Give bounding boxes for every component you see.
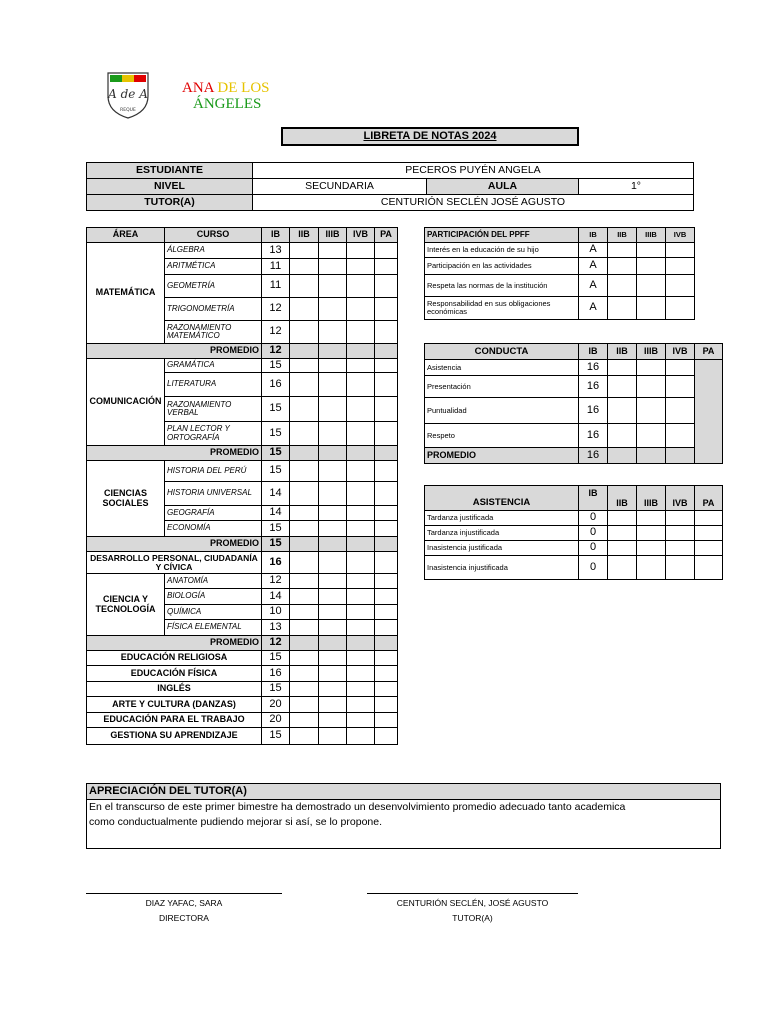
- school-name-part2: DE LOS: [217, 80, 270, 96]
- table-row: [425, 258, 695, 275]
- col-pa: PA: [695, 344, 723, 360]
- area-comunicacion: COMUNICACIÓN: [87, 359, 165, 446]
- table-row: [87, 682, 398, 697]
- table-row: [87, 713, 398, 728]
- table-row: [87, 574, 398, 589]
- student-label: ESTUDIANTE: [87, 163, 253, 179]
- grade-ib: 20: [262, 713, 290, 728]
- promedio-ib: 15: [262, 446, 290, 461]
- area-other: EDUCACIÓN RELIGIOSA: [87, 651, 262, 666]
- course-name: PLAN LECTOR Y ORTOGRAFÍA: [165, 422, 262, 446]
- grade-ib: 12: [262, 574, 290, 589]
- col-ivb: IVB: [666, 486, 695, 511]
- director-role: DIRECTORA: [159, 913, 209, 923]
- asistencia-item: Tardanza justificada: [425, 511, 579, 526]
- level-label: NIVEL: [87, 179, 253, 195]
- col-iib: IIB: [608, 228, 637, 243]
- student-info-table: [86, 162, 694, 211]
- asistencia-header-row: [425, 486, 723, 511]
- promedio-label: PROMEDIO: [87, 446, 262, 461]
- course-name: FÍSICA ELEMENTAL: [165, 620, 262, 636]
- course-name: HISTORIA DEL PERÚ: [165, 461, 262, 482]
- table-row: [425, 541, 723, 556]
- student-name: PECEROS PUYÉN ANGELA: [253, 163, 694, 179]
- director-signature-line: [86, 893, 282, 894]
- grade-ib: 15: [262, 422, 290, 446]
- table-row: [425, 526, 723, 541]
- area-other: INGLÉS: [87, 682, 262, 697]
- conducta-ib: 16: [579, 360, 608, 376]
- conducta-ib: 16: [579, 398, 608, 424]
- appreciation-line-2: como conductualmente pudiendo mejorar si así, se lo propone.: [89, 816, 383, 828]
- col-ivb: IVB: [666, 344, 695, 360]
- grade-ib: 15: [262, 461, 290, 482]
- conducta-item: Respeto: [425, 424, 579, 448]
- table-row: [87, 552, 398, 574]
- ppff-item: Respeta las normas de la institución: [425, 275, 579, 297]
- area-cyt: CIENCIA Y TECNOLOGÍA: [87, 574, 165, 636]
- conducta-item: Asistencia: [425, 360, 579, 376]
- promedio-row: [87, 446, 398, 461]
- appreciation-line-1: En el transcurso de este primer bimestre ha demostrado un desenvolvimiento promedio adecuado tanto academica: [89, 801, 626, 813]
- promedio-row: [87, 537, 398, 552]
- table-row: [425, 297, 695, 320]
- promedio-row: [87, 344, 398, 359]
- promedio-row: [425, 448, 723, 464]
- school-name: [182, 80, 270, 112]
- col-ib: IB: [579, 486, 608, 511]
- ppff-header-row: [425, 228, 695, 243]
- area-other: GESTIONA SU APRENDIZAJE: [87, 728, 262, 745]
- asistencia-item: Inasistencia justificada: [425, 541, 579, 556]
- grade-ib: 12: [262, 321, 290, 344]
- asistencia-item: Tardanza injustificada: [425, 526, 579, 541]
- table-row: [425, 556, 723, 580]
- grade-ib: 14: [262, 589, 290, 605]
- school-name-part1: ANA: [182, 80, 214, 96]
- grade-ib: 14: [262, 482, 290, 506]
- promedio-ib: 12: [262, 636, 290, 651]
- area-sociales: CIENCIAS SOCIALES: [87, 461, 165, 537]
- table-row: [87, 461, 398, 482]
- promedio-ib: 15: [262, 537, 290, 552]
- table-row: [87, 666, 398, 682]
- course-name: RAZONAMIENTO VERBAL: [165, 397, 262, 422]
- course-name: ECONOMÍA: [165, 521, 262, 537]
- col-ivb: IVB: [666, 228, 695, 243]
- table-row: [87, 243, 398, 259]
- area-other: EDUCACIÓN FÍSICA: [87, 666, 262, 682]
- asistencia-ib: 0: [579, 511, 608, 526]
- ppff-header-label: PARTICIPACIÓN DEL PPFF: [425, 228, 579, 243]
- ppff-item: Participación en las actividades: [425, 258, 579, 275]
- tutor-signature-line: [367, 893, 578, 894]
- course-name: ÁLGEBRA: [165, 243, 262, 259]
- col-iib: IIB: [290, 228, 319, 243]
- col-course: CURSO: [165, 228, 262, 243]
- report-title: LIBRETA DE NOTAS 2024: [281, 127, 579, 146]
- conducta-pa-cell: [695, 360, 723, 464]
- col-area: ÁREA: [87, 228, 165, 243]
- col-ib: IB: [579, 228, 608, 243]
- promedio-row: [87, 636, 398, 651]
- area-other: ARTE Y CULTURA (DANZAS): [87, 697, 262, 713]
- logo-letters: A de A: [108, 87, 148, 101]
- room-value: 1°: [579, 179, 694, 195]
- grade-ib: 16: [262, 373, 290, 397]
- logo-city: REQUE: [120, 108, 136, 113]
- ppff-ib: A: [579, 258, 608, 275]
- tutor-name: CENTURIÓN SECLÉN JOSÉ AGUSTO: [253, 195, 694, 211]
- appreciation-title: APRECIACIÓN DEL TUTOR(A): [87, 784, 720, 800]
- level-value: SECUNDARIA: [253, 179, 427, 195]
- col-pa: PA: [375, 228, 398, 243]
- asistencia-ib: 0: [579, 556, 608, 580]
- ppff-ib: A: [579, 297, 608, 320]
- col-iib: IIB: [608, 344, 637, 360]
- tutor-appreciation: [86, 783, 721, 849]
- grade-ib: 15: [262, 728, 290, 745]
- table-row: [87, 697, 398, 713]
- col-pa: PA: [695, 486, 723, 511]
- grade-ib: 15: [262, 397, 290, 422]
- grade-ib: 11: [262, 275, 290, 298]
- conducta-header-row: [425, 344, 723, 360]
- table-row: [87, 728, 398, 745]
- asistencia-ib: 0: [579, 541, 608, 556]
- col-iiib: IIIB: [637, 486, 666, 511]
- grade-ib: 12: [262, 298, 290, 321]
- ppff-table: [424, 227, 695, 320]
- grade-ib: 15: [262, 359, 290, 373]
- course-name: TRIGONOMETRÍA: [165, 298, 262, 321]
- ppff-item: Interés en la educación de su hijo: [425, 243, 579, 258]
- area-other: EDUCACIÓN PARA EL TRABAJO: [87, 713, 262, 728]
- table-row: [425, 243, 695, 258]
- conducta-table: [424, 343, 723, 464]
- course-name: ARITMÉTICA: [165, 259, 262, 275]
- conducta-ib: 16: [579, 424, 608, 448]
- col-iiib: IIIB: [637, 228, 666, 243]
- grade-ib: 14: [262, 506, 290, 521]
- conducta-header-label: CONDUCTA: [425, 344, 579, 360]
- table-row: [425, 275, 695, 297]
- grade-ib: 15: [262, 682, 290, 697]
- col-ivb: IVB: [347, 228, 375, 243]
- grade-ib: 11: [262, 259, 290, 275]
- course-name: RAZONAMIENTO MATEMÁTICO: [165, 321, 262, 344]
- table-row: [425, 360, 723, 376]
- table-row: [425, 376, 723, 398]
- area-matematica: MATEMÁTICA: [87, 243, 165, 344]
- table-row: [87, 651, 398, 666]
- ppff-ib: A: [579, 275, 608, 297]
- conducta-ib: 16: [579, 376, 608, 398]
- grade-ib: 15: [262, 651, 290, 666]
- ppff-item: Responsabilidad en sus obligaciones económicas: [425, 297, 579, 320]
- asistencia-table: [424, 485, 723, 580]
- asistencia-ib: 0: [579, 526, 608, 541]
- table-row: [87, 359, 398, 373]
- asistencia-header-label: ASISTENCIA: [425, 486, 579, 511]
- tutor-label: TUTOR(A): [87, 195, 253, 211]
- school-logo: [104, 70, 152, 120]
- ppff-ib: A: [579, 243, 608, 258]
- promedio-ib: 12: [262, 344, 290, 359]
- director-name: DIAZ YAFAC, SARA: [145, 898, 223, 908]
- tutor-signature-role: TUTOR(A): [452, 913, 493, 923]
- course-name: GEOMETRÍA: [165, 275, 262, 298]
- course-name: LITERATURA: [165, 373, 262, 397]
- grade-ib: 13: [262, 243, 290, 259]
- table-row: [425, 424, 723, 448]
- course-name: GEOGRAFÍA: [165, 506, 262, 521]
- col-ib: IB: [579, 344, 608, 360]
- promedio-label: PROMEDIO: [87, 537, 262, 552]
- course-name: QUÍMICA: [165, 605, 262, 620]
- grades-table: [86, 227, 398, 745]
- grade-ib: 10: [262, 605, 290, 620]
- table-row: [425, 511, 723, 526]
- col-ib: IB: [262, 228, 290, 243]
- table-row: [425, 398, 723, 424]
- conducta-item: Puntualidad: [425, 398, 579, 424]
- course-name: ANATOMÍA: [165, 574, 262, 589]
- area-dpcc: DESARROLLO PERSONAL, CIUDADANÍA Y CÍVICA: [87, 552, 262, 574]
- grades-header-row: [87, 228, 398, 243]
- grade-ib: 16: [262, 666, 290, 682]
- course-name: BIOLOGÍA: [165, 589, 262, 605]
- course-name: GRAMÁTICA: [165, 359, 262, 373]
- school-name-part3: ÁNGELES: [193, 96, 262, 112]
- conducta-promedio: 16: [579, 448, 608, 464]
- course-name: HISTORIA UNIVERSAL: [165, 482, 262, 506]
- promedio-label: PROMEDIO: [87, 636, 262, 651]
- conducta-promedio-label: PROMEDIO: [425, 448, 579, 464]
- promedio-label: PROMEDIO: [87, 344, 262, 359]
- col-iiib: IIIB: [637, 344, 666, 360]
- asistencia-item: Inasistencia injustificada: [425, 556, 579, 580]
- grade-ib: 15: [262, 521, 290, 537]
- room-label: AULA: [427, 179, 579, 195]
- conducta-item: Presentación: [425, 376, 579, 398]
- grade-ib: 20: [262, 697, 290, 713]
- tutor-signature-name: CENTURIÓN SECLÉN, JOSÉ AGUSTO: [396, 898, 549, 908]
- grade-ib: 13: [262, 620, 290, 636]
- col-iiib: IIIB: [319, 228, 347, 243]
- grade-ib: 16: [262, 552, 290, 574]
- col-iib: IIB: [608, 486, 637, 511]
